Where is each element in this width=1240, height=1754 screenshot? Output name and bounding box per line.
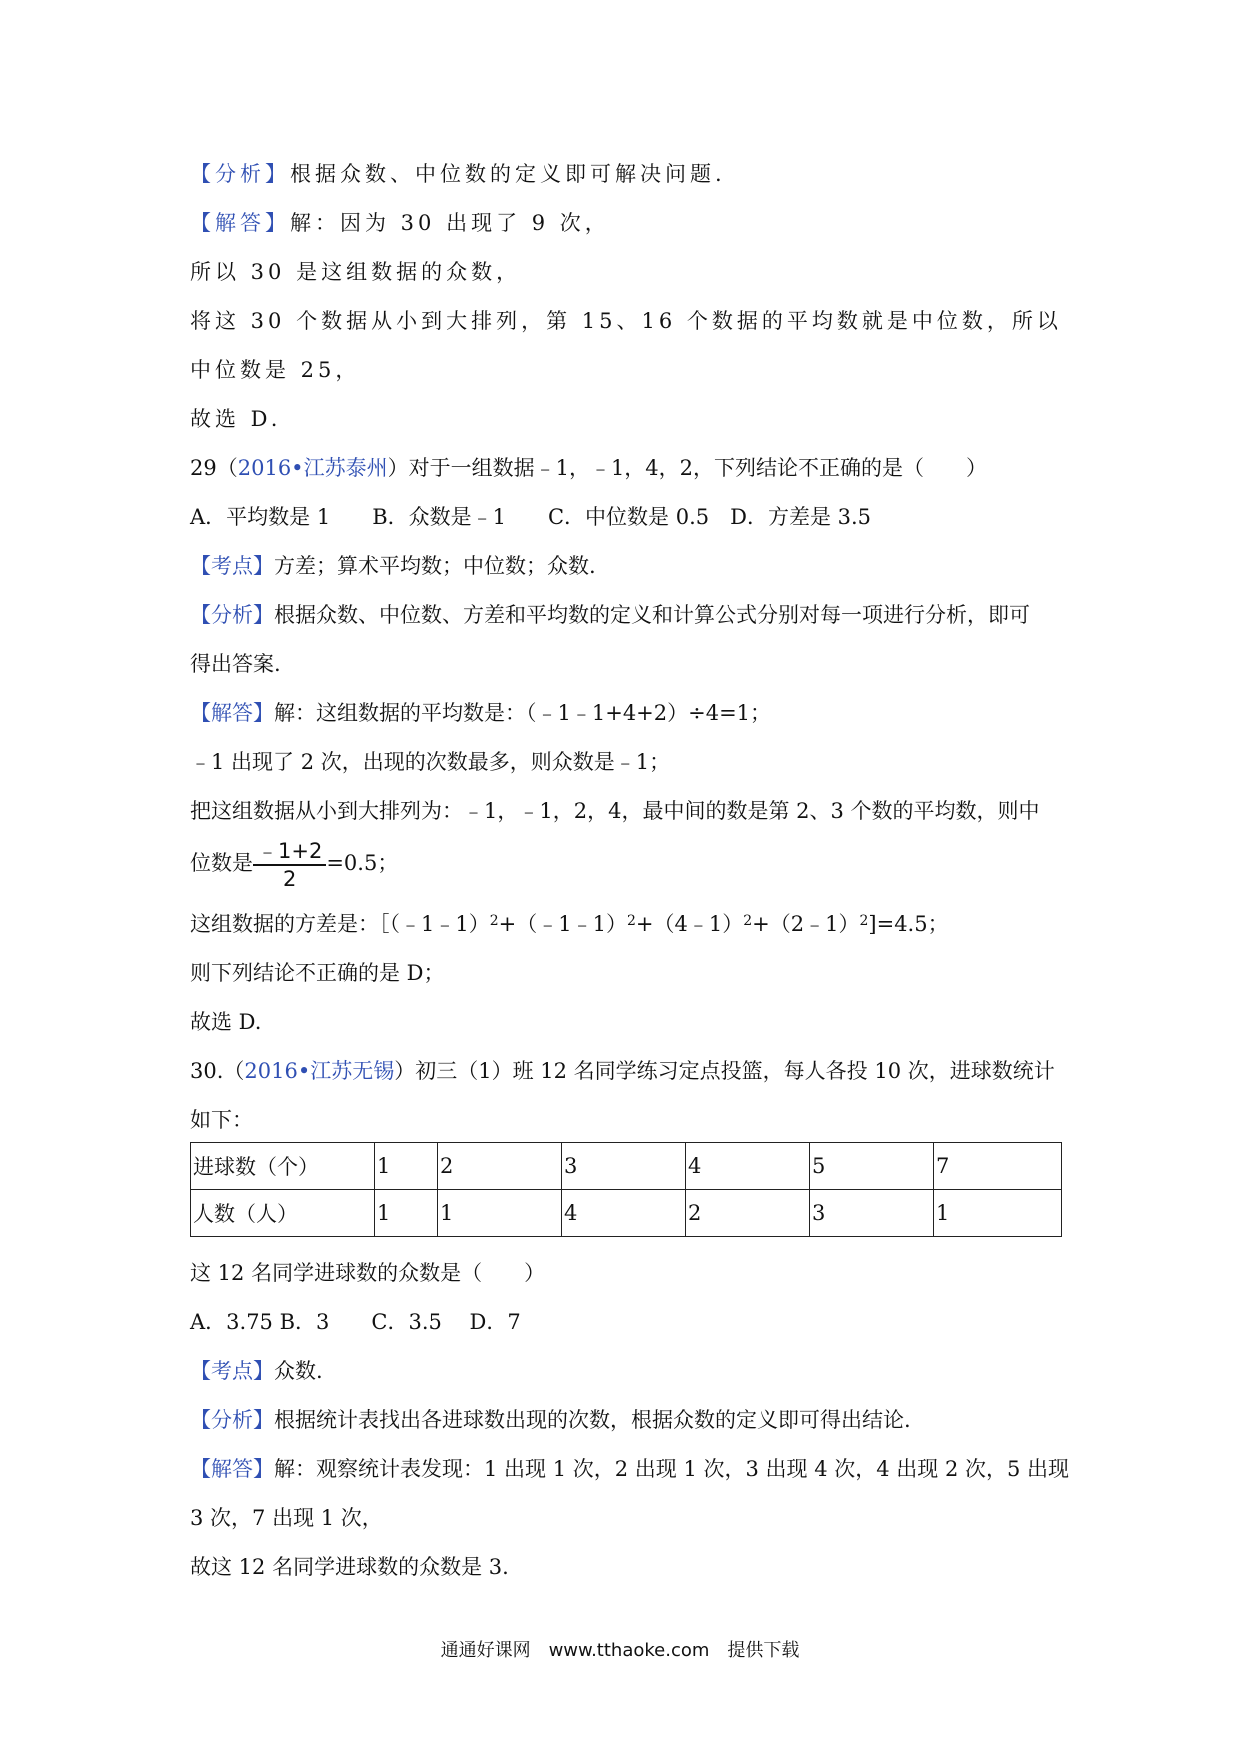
table-row [191, 1143, 1062, 1190]
analysis-line [190, 1406, 911, 1434]
question-29-stem [190, 454, 987, 482]
question-30-question: 这 12 名同学进球数的众数是（ ） [190, 1261, 546, 1285]
analysis-tag: 【分析】 [190, 1408, 274, 1432]
kaodian-text: 方差；算术平均数；中位数；众数. [274, 554, 596, 578]
median-fraction [253, 838, 326, 892]
answer-line [190, 1455, 1069, 1483]
table-cell: 1 [375, 1190, 438, 1237]
kaodian-text: 众数. [274, 1359, 323, 1383]
analysis-tag: 【分析】 [190, 603, 274, 627]
table-cell: 4 [562, 1190, 686, 1237]
page-footer: 通通好课网 www.tthaoke.com 提供下载 [440, 1640, 800, 1661]
kaodian-line [190, 1357, 323, 1385]
kaodian-line [190, 552, 596, 580]
answer-tag: 【解答】 [190, 211, 290, 235]
table-cell: 7 [934, 1143, 1062, 1190]
variance-part: ]=4.5； [868, 912, 949, 936]
text-line: 故选 D. [190, 407, 282, 431]
text-line: 得出答案. [190, 652, 281, 676]
text-line: 故选 D. [190, 1010, 262, 1034]
analysis-line [190, 160, 726, 188]
question-30-stem [190, 1057, 1055, 1085]
median-suffix: =0.5； [326, 851, 399, 875]
text-line: ﹣1 出现了 2 次，出现的次数最多，则众数是﹣1； [190, 750, 671, 774]
answer-tag: 【解答】 [190, 1457, 274, 1481]
table-cell: 1 [375, 1143, 438, 1190]
answer-tag: 【解答】 [190, 701, 274, 725]
exponent: 2 [626, 913, 636, 929]
answer-line [190, 209, 610, 237]
question-text: ）初三（1）班 12 名同学练习定点投篮，每人各投 10 次，进球数统计 [394, 1059, 1055, 1083]
answer-line [190, 699, 771, 727]
table-cell: 进球数（个） [191, 1143, 375, 1190]
kaodian-tag: 【考点】 [190, 1359, 274, 1383]
exponent: 2 [489, 913, 499, 929]
text-line: 将这 30 个数据从小到大排列，第 15、16 个数据的平均数就是中位数，所以 [190, 309, 1062, 333]
table-cell: 5 [810, 1143, 934, 1190]
question-29-options: A．平均数是 1 B．众数是﹣1 C．中位数是 0.5 D．方差是 3.5 [190, 505, 872, 529]
answer-text: 解：因为 30 出现了 9 次， [290, 211, 610, 235]
question-source: 2016•江苏泰州 [237, 456, 388, 480]
fraction-denominator: 2 [282, 866, 297, 891]
answer-text: 解：这组数据的平均数是：（﹣1﹣1+4+2）÷4=1； [274, 701, 772, 725]
question-source: 2016•江苏无锡 [244, 1059, 395, 1083]
analysis-text: 根据众数、中位数的定义即可解决问题. [290, 162, 726, 186]
text-line: 中位数是 25， [190, 358, 361, 382]
exponent: 2 [859, 913, 869, 929]
fraction-numerator: ﹣1+2 [253, 838, 326, 866]
text-line: 3 次，7 出现 1 次， [190, 1506, 383, 1530]
table-cell: 3 [562, 1143, 686, 1190]
variance-part: +（4﹣1） [635, 912, 744, 936]
analysis-text: 根据统计表找出各进球数出现的次数，根据众数的定义即可得出结论. [274, 1408, 911, 1432]
question-text: ）对于一组数据﹣1，﹣1，4，2，下列结论不正确的是（ ） [387, 456, 988, 480]
table-cell: 1 [934, 1190, 1062, 1237]
text-line: 把这组数据从小到大排列为：﹣1，﹣1，2，4，最中间的数是第 2、3 个数的平均数，则中 [190, 799, 1040, 823]
analysis-text: 根据众数、中位数、方差和平均数的定义和计算公式分别对每一项进行分析，即可 [274, 603, 1030, 627]
variance-part: +（2﹣1） [752, 912, 860, 936]
variance-part: +（﹣1﹣1） [498, 912, 627, 936]
median-prefix: 位数是 [190, 851, 253, 875]
question-number: 29（ [190, 456, 238, 480]
table-cell: 2 [686, 1190, 810, 1237]
answer-text: 解：观察统计表发现：1 出现 1 次，2 出现 1 次，3 出现 4 次，4 出现 2 次，5 出现 [274, 1457, 1070, 1481]
analysis-line [190, 601, 1030, 629]
variance-part: 这组数据的方差是：［（﹣1﹣1） [190, 912, 490, 936]
table-cell: 1 [438, 1190, 562, 1237]
text-line: 如下： [190, 1108, 253, 1132]
kaodian-tag: 【考点】 [190, 554, 274, 578]
table-row [191, 1190, 1062, 1237]
table-cell: 人数（人） [191, 1190, 375, 1237]
question-30-options: A．3.75 B．3 C．3.5 D．7 [190, 1310, 521, 1334]
analysis-tag: 【分析】 [190, 162, 290, 186]
median-line [190, 836, 398, 892]
text-line: 故这 12 名同学进球数的众数是 3. [190, 1555, 509, 1579]
text-line: 所以 30 是这组数据的众数， [190, 260, 522, 284]
variance-line [190, 910, 949, 941]
table-cell: 2 [438, 1143, 562, 1190]
statistics-table [190, 1142, 1062, 1237]
question-number: 30.（ [190, 1059, 245, 1083]
table-cell: 4 [686, 1143, 810, 1190]
table-cell: 3 [810, 1190, 934, 1237]
exponent: 2 [743, 913, 753, 929]
text-line: 则下列结论不正确的是 D； [190, 961, 445, 985]
